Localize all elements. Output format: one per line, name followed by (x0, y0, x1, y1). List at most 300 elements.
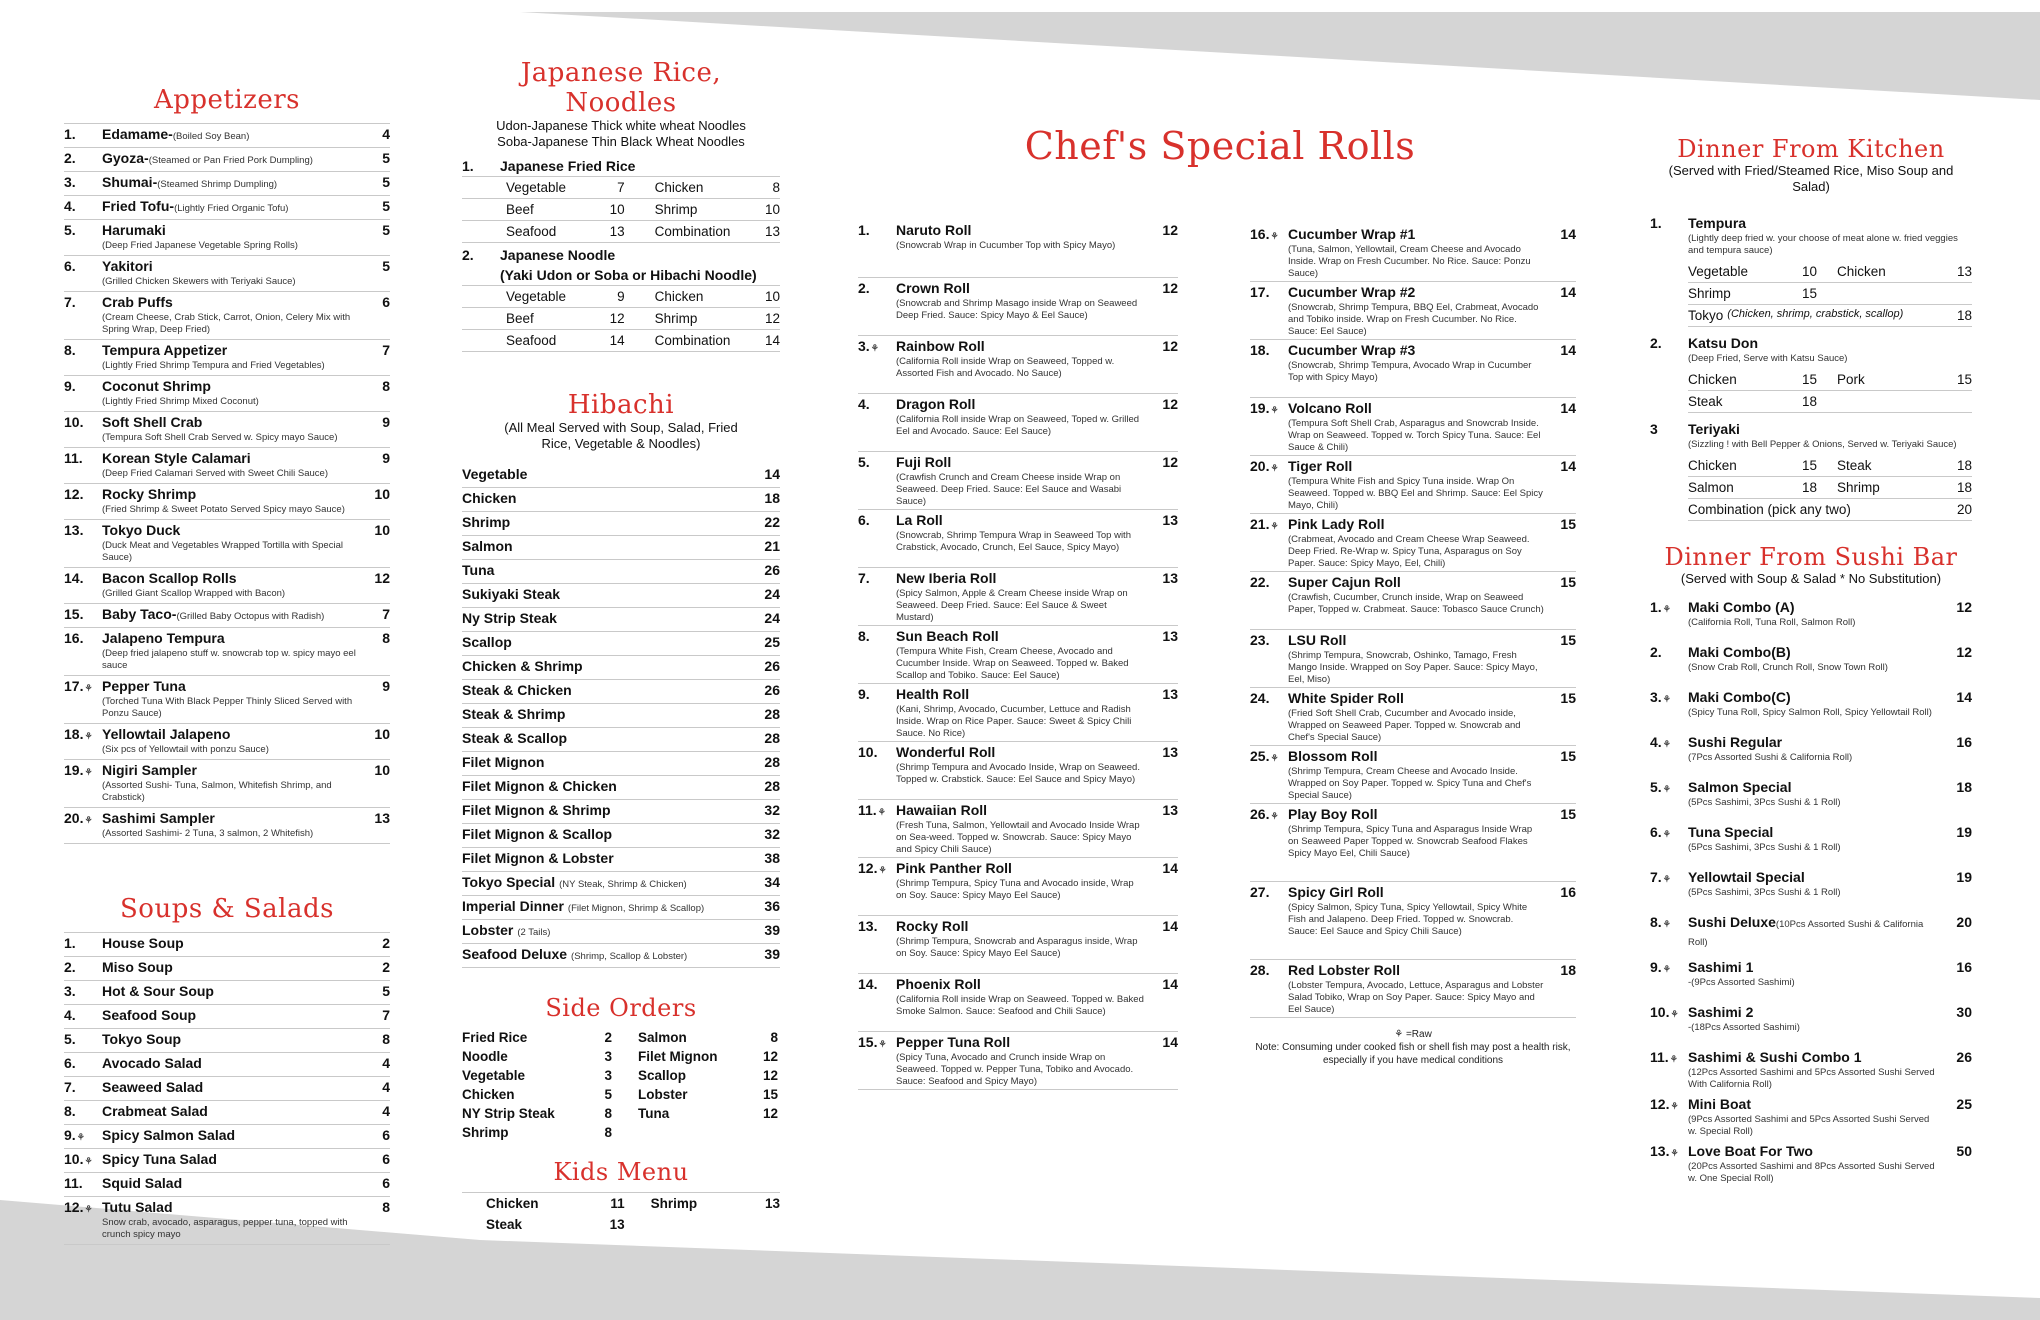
item-number: 17.⚘ (64, 678, 93, 694)
item-name: Ny Strip Steak (462, 610, 557, 626)
cell-item-b (638, 1125, 748, 1140)
item-name: Play Boy Roll (1288, 806, 1378, 822)
item-price: 15 (1560, 516, 1576, 532)
roll-item (1250, 882, 1576, 960)
appetizers-title: Appetizers (153, 85, 301, 115)
cell-item-a: Seafood (506, 224, 557, 239)
item-price: 12 (1162, 396, 1178, 412)
item-body (102, 762, 358, 804)
item-price: 28 (764, 778, 780, 794)
item-body (102, 726, 358, 756)
item-name: Steak & Scallop (462, 730, 568, 746)
item-number: 10.⚘ (1650, 1004, 1679, 1020)
item-body (896, 744, 1146, 786)
item-name: Wonderful Roll (896, 744, 996, 760)
raw-fish-icon: ⚘ (870, 343, 879, 353)
item-number: 3.⚘ (858, 338, 879, 354)
item-price: 6 (382, 1175, 390, 1191)
tokyo-row: Tokyo (Chicken, shrimp, crabstick, scallop) 18 (1688, 305, 1972, 327)
item-desc: (Snowcrab Wrap in Cucumber Top with Spicy Mayo) (896, 240, 1116, 251)
noodle-subheading: (Yaki Udon or Soba or Hibachi Noodle) (462, 265, 780, 286)
column-appetizers-soups (64, 0, 390, 1245)
roll-item (1250, 960, 1576, 1018)
raw-fish-icon: ⚘ (84, 731, 93, 741)
item-name: Crown Roll (896, 280, 970, 296)
item-name-line (102, 450, 358, 468)
item-number: 3. (64, 174, 76, 190)
item-name-line (896, 744, 1146, 762)
item-desc: (Cream Cheese, Crab Stick, Carrot, Onion, Celery Mix with Spring Wrap, Deep Fried) (102, 312, 351, 335)
item-number: 9. (64, 378, 76, 394)
roll-item (858, 278, 1178, 336)
item-name: Fuji Roll (896, 454, 952, 470)
cell-price-b: 8 (772, 180, 780, 195)
item-name: Nigiri Sampler (102, 762, 197, 778)
item-price: 10 (374, 486, 390, 502)
item-body (102, 450, 358, 480)
item-name-line (1288, 806, 1544, 824)
item-price: 7 (382, 606, 390, 622)
item-number: 21.⚘ (1250, 516, 1279, 532)
raw-fish-icon: ⚘ (1270, 521, 1279, 531)
appetizer-item (64, 760, 390, 808)
item-price: 5 (382, 983, 390, 999)
sushi-item (1650, 1141, 1972, 1188)
item-price: 8 (382, 1199, 390, 1215)
item-body (896, 222, 1146, 252)
table-row (462, 199, 780, 221)
item-desc: (Crawfish, Cucumber, Crunch inside, Wrap on Seaweed Paper, Topped w. Crabmeat. Sauce: Tobasco Sauce Crunch) (1288, 592, 1544, 615)
item-desc: (California Roll inside Wrap on Seaweed, Topped w. Assorted Fish and Avocado. No Sauce) (896, 356, 1115, 379)
item-price: 14 (1162, 860, 1178, 876)
item-desc: (Shrimp Tempura, Snowcrab, Oshinko, Tamago, Fresh Mango Inside. Wrapped on Soy Paper. Sauce: Spicy Mayo, Eel, Miso) (1288, 650, 1538, 685)
item-price: 16 (1956, 959, 1972, 975)
item-name: Cucumber Wrap #2 (1288, 284, 1416, 300)
item-price: 5 (382, 222, 390, 238)
item-name-line (1288, 226, 1544, 244)
side-orders-table (462, 1028, 780, 1142)
item-name-line (102, 198, 358, 216)
item-body (102, 294, 358, 336)
item-desc: (Fried Shrimp & Sweet Potato Served Spicy mayo Sauce) (102, 504, 345, 515)
item-name-line (102, 1199, 358, 1217)
cell-item-b: Filet Mignon (638, 1049, 718, 1064)
item-body (1688, 914, 1940, 950)
item-price: 4 (382, 1103, 390, 1119)
item-body (1288, 884, 1544, 938)
item-price: 13 (1162, 744, 1178, 760)
raw-legend: ⚘ =Raw (1394, 1029, 1432, 1040)
item-desc: (Shrimp Tempura and Avocado Inside, Wrap on Seaweed. Topped w. Crabstick. Sauce: Eel Sauce and Spicy Mayo) (896, 762, 1140, 785)
item-name: Yellowtail Special (1688, 869, 1805, 885)
item-body (462, 538, 748, 556)
item-name-line (896, 976, 1146, 994)
table-row (1688, 391, 1972, 413)
item-body (896, 338, 1146, 380)
item-name-line (102, 630, 358, 648)
table-row (462, 330, 780, 352)
item-desc: (7Pcs Assorted Sushi & California Roll) (1688, 752, 1853, 763)
cell-price-a: 3 (604, 1068, 612, 1083)
raw-fish-icon: ⚘ (1662, 604, 1671, 614)
hibachi-item (462, 512, 780, 536)
soup-salad-item (64, 1125, 390, 1149)
item-name: Rainbow Roll (896, 338, 985, 354)
item-price: 4 (382, 126, 390, 142)
hibachi-item (462, 608, 780, 632)
item-name-line (896, 280, 1146, 298)
soup-salad-item (64, 1005, 390, 1029)
item-name-line (1688, 689, 1940, 707)
item-price: 26 (764, 658, 780, 674)
table-row (462, 221, 780, 243)
item-name: LSU Roll (1288, 632, 1347, 648)
soup-salad-item (64, 1053, 390, 1077)
roll-item (858, 742, 1178, 800)
cell-price-b: 14 (764, 333, 780, 348)
item-name: Hawaiian Roll (896, 802, 988, 818)
item-name-line (102, 1103, 358, 1121)
item-name-line (102, 935, 358, 953)
roll-item (1250, 398, 1576, 456)
table-row (1688, 369, 1972, 391)
raw-fish-icon: ⚘ (878, 865, 887, 875)
fried-rice-heading: 1. Japanese Fried Rice (462, 156, 780, 177)
item-name: Blossom Roll (1288, 748, 1378, 764)
item-inline-desc: (2 Tails) (517, 927, 551, 938)
raw-fish-icon: ⚘ (84, 815, 93, 825)
item-number: 1.⚘ (1650, 599, 1671, 615)
item-body (102, 222, 358, 252)
item-body (102, 342, 358, 372)
item-name-line (1288, 884, 1544, 902)
item-body (462, 706, 748, 724)
item-body (1688, 734, 1940, 764)
item-body (462, 874, 748, 892)
item-body (102, 198, 358, 216)
item-body (896, 454, 1146, 508)
item-desc: (Snow Crab Roll, Crunch Roll, Snow Town Roll) (1688, 662, 1888, 673)
sushi-item (1650, 732, 1972, 777)
roll-item (858, 510, 1178, 568)
item-body (102, 1127, 358, 1145)
item-price: 2 (382, 935, 390, 951)
item-price: 7 (382, 342, 390, 358)
item-name-line (896, 802, 1146, 820)
table-row (462, 308, 780, 330)
item-name: Harumaki (102, 222, 166, 238)
item-name: Filet Mignon & Scallop (462, 826, 613, 842)
item-name-line (896, 338, 1146, 356)
item-name-line (896, 222, 1146, 240)
item-body (1288, 632, 1544, 686)
hibachi-item (462, 728, 780, 752)
item-price: 38 (764, 850, 780, 866)
hibachi-item (462, 824, 780, 848)
cell-item-b: Combination (654, 333, 731, 348)
hibachi-item (462, 752, 780, 776)
item-name: Pink Panther Roll (896, 860, 1012, 876)
cell-item-a: NY Strip Steak (462, 1106, 555, 1121)
item-desc: (Fried Soft Shell Crab, Cucumber and Avocado inside, Wrapped on Seaweed Paper. Topped w. Snowcrab and Chef's Special Sauce) (1288, 708, 1521, 743)
cell-price-a: 10 (1802, 264, 1818, 279)
item-name-line (1288, 748, 1544, 766)
item-number: 8. (64, 342, 76, 358)
rice-noodles-title: Japanese Rice, Noodles (520, 58, 722, 118)
cell-item-b (651, 1217, 753, 1232)
item-name-line (102, 294, 358, 312)
tempura-desc: (Lightly deep fried w. your choose of meat alone w. fried veggies and tempura sauce) (1688, 233, 1958, 256)
item-number: 12.⚘ (64, 1199, 93, 1215)
item-name-line (1288, 690, 1544, 708)
item-name: Steak & Chicken (462, 682, 572, 698)
appetizer-item (64, 292, 390, 340)
chef-rolls-left (858, 220, 1178, 1090)
item-price: 13 (1162, 686, 1178, 702)
item-name-line (896, 686, 1146, 704)
item-body (102, 378, 358, 408)
item-price: 9 (382, 414, 390, 430)
item-number: 9. (858, 686, 870, 702)
item-number: 5.⚘ (1650, 779, 1671, 795)
raw-fish-icon: ⚘ (84, 1204, 93, 1214)
item-name: Maki Combo (A) (1688, 599, 1795, 615)
item-desc: (Shrimp Tempura, Spicy Tuna and Asparagus Inside Wrap on Seaweed Paper Topped w. Snowcrab Seafood Flakes Spicy Mayo Eel, Chili Sauce) (1288, 824, 1533, 859)
item-price: 50 (1956, 1143, 1972, 1159)
item-desc: (Fresh Tuna, Salmon, Yellowtail and Avocado Inside Wrap on Sea-weed. Topped w. Snowcrab. Sauce: Spicy Mayo and Spicy Chili Sauce) (896, 820, 1140, 855)
item-name-line (1288, 632, 1544, 650)
cell-item-a: Steak (486, 1217, 523, 1232)
cell-item-b: Chicken (1837, 264, 1886, 279)
roll-item (858, 220, 1178, 278)
cell-price-a: 9 (617, 289, 625, 304)
item-body (462, 754, 748, 772)
hibachi-item (462, 944, 780, 968)
item-name-line (102, 959, 358, 977)
item-price: 24 (764, 586, 780, 602)
item-name-line (1688, 779, 1940, 797)
cell-item-a: Noodle (462, 1049, 508, 1064)
roll-item (858, 394, 1178, 452)
item-name: Tiger Roll (1288, 458, 1353, 474)
item-desc: (Deep fried jalapeno stuff w. snowcrab top w. spicy mayo eel sauce (102, 648, 356, 671)
cell-item-a: Vegetable (506, 289, 567, 304)
roll-item (1250, 224, 1576, 282)
item-name: Salmon (462, 538, 513, 554)
item-desc: (5Pcs Sashimi, 3Pcs Sushi & 1 Roll) (1688, 797, 1841, 808)
item-body (896, 976, 1146, 1018)
roll-item (1250, 340, 1576, 398)
hibachi-item (462, 896, 780, 920)
cell-item-b: Shrimp (1837, 480, 1880, 495)
item-desc: (Shrimp Tempura, Cream Cheese and Avocado Inside. Wrapped on Soy Paper. Topped w. Spicy Tuna and Chef's Special Sauce) (1288, 766, 1532, 801)
item-name-line (102, 983, 358, 1001)
item-desc: (Deep Fried Calamari Served with Sweet Chili Sauce) (102, 468, 328, 479)
cell-price-b: 15 (762, 1087, 778, 1102)
item-number: 10. (858, 744, 878, 760)
item-price: 14 (1560, 400, 1576, 416)
item-price: 34 (764, 874, 780, 890)
item-name-line (102, 1127, 358, 1145)
item-name: Miso Soup (102, 959, 173, 975)
item-name: White Spider Roll (1288, 690, 1404, 706)
item-name: Crab Puffs (102, 294, 173, 310)
item-price: 28 (764, 730, 780, 746)
item-price: 18 (1956, 779, 1972, 795)
item-body (102, 959, 358, 977)
item-body (102, 522, 358, 564)
item-number: 11.⚘ (1650, 1049, 1678, 1065)
item-name-line (102, 486, 358, 504)
item-price: 14 (1560, 458, 1576, 474)
item-price: 14 (1560, 226, 1576, 242)
item-body (1288, 226, 1544, 280)
item-name: Korean Style Calamari (102, 450, 251, 466)
item-desc: (20Pcs Assorted Sashimi and 8Pcs Assorted Sushi Served w. One Special Roll) (1688, 1161, 1935, 1184)
item-name: Cucumber Wrap #3 (1288, 342, 1416, 358)
hibachi-item (462, 872, 780, 896)
item-price: 32 (764, 826, 780, 842)
item-price: 15 (1560, 748, 1576, 764)
column-dinner (1650, 0, 1972, 1188)
item-name: Sushi Regular (1688, 734, 1783, 750)
cell-item-b: Scallop (638, 1068, 687, 1083)
item-number: 17. (1250, 284, 1270, 300)
item-number: 18.⚘ (64, 726, 93, 742)
item-number: 18. (1250, 342, 1270, 358)
item-name-line (896, 512, 1146, 530)
item-name: Tuna (462, 562, 495, 578)
kitchen-sub: (Served with Fried/Steamed Rice, Miso Soup and Salad) (1668, 163, 1954, 194)
item-number: 11. (64, 450, 83, 466)
item-body (896, 918, 1146, 960)
cell-item-a: Shrimp (462, 1125, 509, 1140)
item-name: Bacon Scallop Rolls (102, 570, 237, 586)
cell-item-b (1837, 286, 1946, 301)
item-name: New Iberia Roll (896, 570, 997, 586)
item-body (1688, 689, 1940, 719)
item-price: 12 (1162, 454, 1178, 470)
hibachi-item (462, 656, 780, 680)
item-body (1288, 806, 1544, 860)
raw-fish-icon: ⚘ (1662, 694, 1671, 704)
appetizer-item (64, 724, 390, 760)
item-desc: (Lobster Tempura, Avocado, Lettuce, Asparagus and Lobster Salad Tobiko, Wrap on Soy Paper. Sauce: Spicy Mayo and Eel Sauce) (1288, 980, 1544, 1015)
item-price: 13 (374, 810, 390, 826)
hibachi-item (462, 464, 780, 488)
cell-item-a: Beef (506, 311, 534, 326)
item-desc: (Lightly Fried Shrimp Mixed Coconut) (102, 396, 259, 407)
item-body (102, 1175, 358, 1193)
item-name-line (102, 222, 358, 240)
item-body (1288, 748, 1544, 802)
hibachi-item (462, 632, 780, 656)
item-inline-desc: (Lightly Fried Organic Tofu) (174, 203, 289, 214)
roll-item (858, 626, 1178, 684)
cell-item-a: Salmon (1688, 480, 1734, 495)
item-name-line (102, 174, 358, 192)
item-desc: (Snowcrab, Shrimp Tempura Wrap in Seaweed Top with Crabstick, Avocado, Crunch, Eel Sauce, Spicy Mayo) (896, 530, 1131, 553)
sushi-item (1650, 1094, 1972, 1141)
item-price: 16 (1956, 734, 1972, 750)
item-price: 15 (1560, 574, 1576, 590)
sushi-item (1650, 642, 1972, 687)
item-price: 13 (1162, 512, 1178, 528)
item-name-line (102, 810, 358, 828)
item-body (462, 562, 748, 580)
soup-salad-item (64, 933, 390, 957)
sushi-item (1650, 867, 1972, 912)
cell-price-a: 3 (604, 1049, 612, 1064)
cell-item-b: Tuna (638, 1106, 670, 1121)
item-price: 10 (374, 726, 390, 742)
item-price: 39 (764, 946, 780, 962)
roll-item (1250, 630, 1576, 688)
cell-item-b: Salmon (638, 1030, 687, 1045)
item-price: 22 (764, 514, 780, 530)
cell-price-b: 10 (764, 202, 780, 217)
teriyaki-table (1650, 455, 1972, 499)
item-body (102, 606, 358, 624)
item-name-line (1288, 516, 1544, 534)
item-price: 28 (764, 754, 780, 770)
item-number: 11. (64, 1175, 83, 1191)
cell-item-b (1837, 394, 1946, 409)
item-name: La Roll (896, 512, 943, 528)
cell-price-a: 11 (610, 1196, 625, 1211)
item-number: 2. (64, 959, 76, 975)
item-name: Love Boat For Two (1688, 1143, 1813, 1159)
item-desc: (Tempura Soft Shell Crab Served w. Spicy mayo Sauce) (102, 432, 338, 443)
item-name-line (896, 396, 1146, 414)
item-desc: (Snowcrab and Shrimp Masago inside Wrap on Seaweed Deep Fried. Sauce: Spicy Mayo & Eel Sauce) (896, 298, 1138, 321)
item-desc: (Torched Tuna With Black Pepper Thinly Sliced Served with Ponzu Sauce) (102, 696, 353, 719)
item-name: Seafood Soup (102, 1007, 197, 1023)
item-body (462, 826, 748, 844)
rice-sub-udon: Udon-Japanese Thick white wheat Noodles (496, 118, 746, 133)
item-body (1288, 284, 1544, 338)
item-body (896, 280, 1146, 322)
noodle-table (462, 286, 780, 352)
item-price: 8 (382, 1031, 390, 1047)
roll-item (858, 858, 1178, 916)
item-price: 15 (1560, 690, 1576, 706)
item-name: Shrimp (462, 514, 511, 530)
item-name: Pepper Tuna Roll (896, 1034, 1011, 1050)
item-body (462, 898, 748, 916)
appetizer-item (64, 412, 390, 448)
item-price: 13 (1162, 628, 1178, 644)
item-desc: -(9Pcs Assorted Sashimi) (1688, 977, 1795, 988)
hibachi-item (462, 584, 780, 608)
item-body (896, 686, 1146, 740)
item-desc: (Deep Fried Japanese Vegetable Spring Rolls) (102, 240, 298, 251)
raw-fish-icon: ⚘ (1662, 829, 1671, 839)
roll-item (858, 800, 1178, 858)
cell-item-a: Chicken (486, 1196, 539, 1211)
item-price: 5 (382, 150, 390, 166)
item-name: Rocky Shrimp (102, 486, 197, 502)
item-number: 2. (1650, 644, 1662, 660)
item-name: Tempura Appetizer (102, 342, 228, 358)
side-orders-title: Side Orders (545, 994, 697, 1022)
sushi-item (1650, 597, 1972, 642)
cell-price-b: 12 (762, 1106, 778, 1121)
tempura-heading: 1. Tempura (1650, 215, 1747, 231)
item-body (462, 946, 748, 964)
raw-fish-icon: ⚘ (1670, 1009, 1679, 1019)
sushi-bar-list (1650, 597, 1972, 1188)
